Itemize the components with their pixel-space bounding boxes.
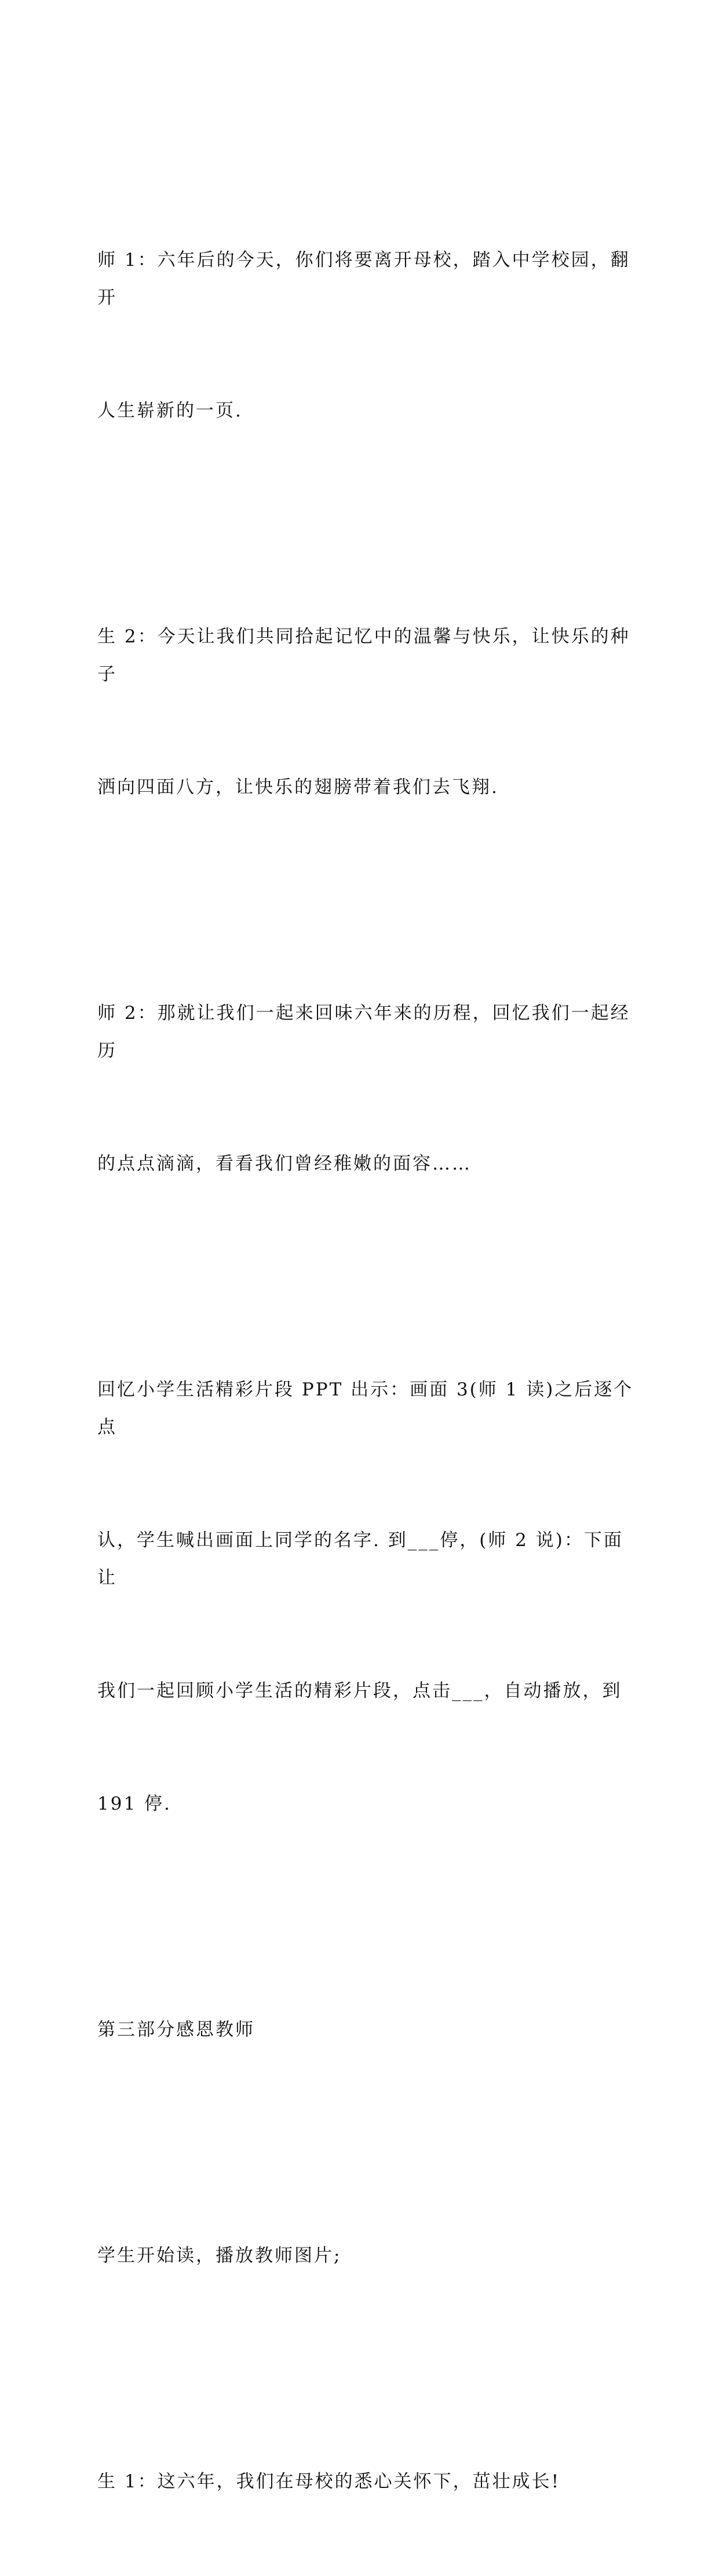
paragraph-line: 师 2：那就让我们一起来回味六年来的历程，回忆我们一起经历 <box>97 1003 630 1061</box>
paragraph-ppt-instructions <box>97 1296 636 1898</box>
paragraph-line: 回忆小学生活精彩片段 PPT 出示：画面 3(师 1 读)之后逐个点 <box>97 1379 634 1438</box>
paragraph-spacer <box>97 1898 636 1936</box>
paragraph-spacer <box>97 1258 636 1296</box>
paragraph-line: 的点点滴滴，看看我们曾经稚嫩的面容…… <box>97 1153 472 1174</box>
paragraph-line: 我们一起回顾小学生活的精彩片段，点击___，自动播放，到 <box>97 1680 622 1701</box>
paragraph-students-read <box>97 2162 636 2350</box>
paragraph-student-2 <box>97 543 636 882</box>
paragraph-line: 生 1：这六年，我们在母校的悉心关怀下，茁壮成长! <box>97 2471 561 2492</box>
document-body <box>97 166 636 2576</box>
paragraph-line: 洒向四面八方，让快乐的翅膀带着我们去飞翔. <box>97 777 499 798</box>
paragraph-line: 认，学生喊出画面上同学的名字. 到___停，(师 2 说)：下面让 <box>97 1530 623 1588</box>
paragraph-spacer <box>97 2350 636 2388</box>
paragraph-line: 人生崭新的一页. <box>97 400 243 421</box>
paragraph-line: 191 停. <box>97 1793 171 1814</box>
paragraph-teacher-1 <box>97 166 636 505</box>
paragraph-spacer <box>97 882 636 919</box>
section-heading <box>97 1936 636 2124</box>
paragraph-spacer <box>97 505 636 543</box>
paragraph-line: 学生开始读，播放教师图片; <box>97 2245 342 2266</box>
paragraph-teacher-2 <box>97 919 636 1258</box>
paragraph-line: 第三部分感恩教师 <box>97 2019 255 2040</box>
paragraph-spacer <box>97 2124 636 2162</box>
paragraph-line: 师 1：六年后的今天，你们将要离开母校，踏入中学校园，翻开 <box>97 250 630 308</box>
paragraph-line: 生 2：今天让我们共同拾起记忆中的温馨与快乐，让快乐的种子 <box>97 626 630 685</box>
paragraph-student-1 <box>97 2388 636 2576</box>
